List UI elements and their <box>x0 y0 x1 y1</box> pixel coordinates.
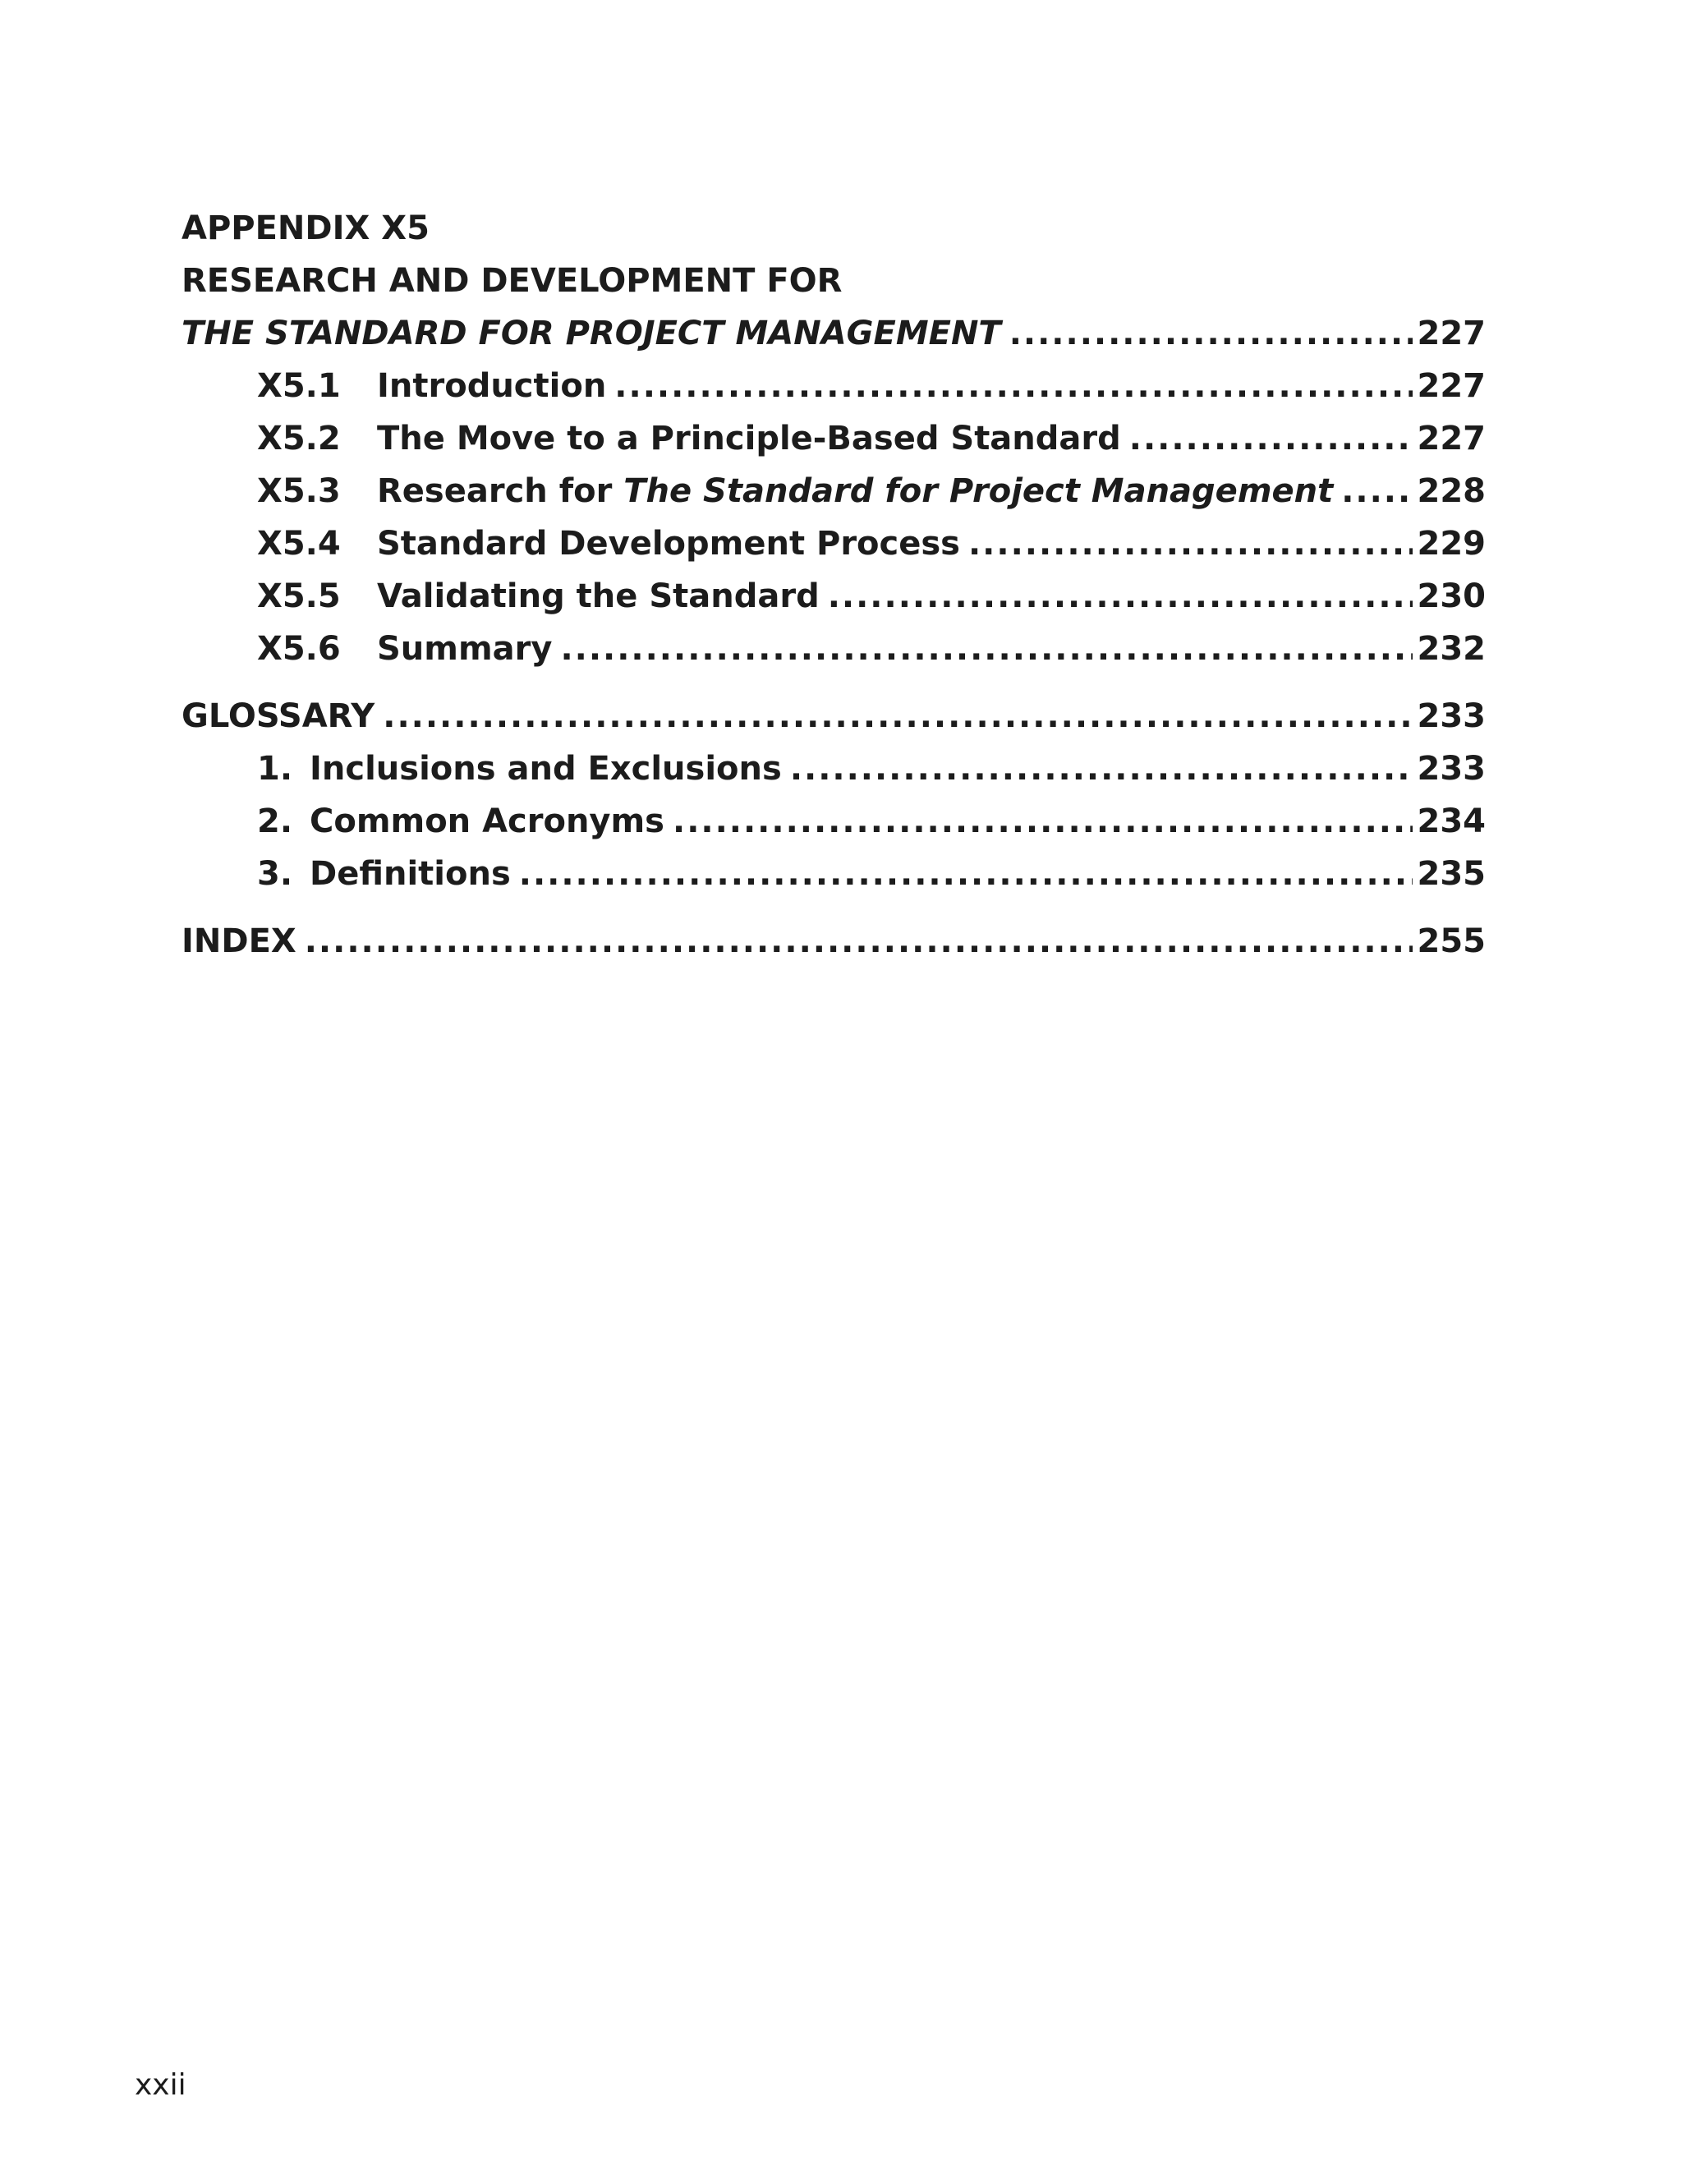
section-number: X5.2 <box>257 420 341 457</box>
page-number: 229 <box>1417 525 1486 563</box>
section-title <box>377 465 1333 517</box>
index-title: INDEX <box>182 922 296 960</box>
section-number: X5.6 <box>257 630 341 668</box>
item-number: 2. <box>257 802 293 840</box>
section-title-plain: Research for <box>377 472 624 510</box>
section-title: Introduction <box>377 367 607 405</box>
appendix-label: APPENDIX X5 <box>182 209 430 247</box>
leader-dots <box>305 915 1413 968</box>
leader-dots <box>673 795 1413 848</box>
spacer <box>182 900 1486 915</box>
section-number: X5.1 <box>257 367 341 405</box>
toc-entry-x5-5[interactable] <box>182 570 1486 623</box>
toc-entry-glossary-2[interactable] <box>182 795 1486 848</box>
leader-dots <box>560 623 1412 675</box>
page-number: 227 <box>1417 315 1486 352</box>
section-title: Standard Development Process <box>377 525 960 563</box>
page-number: 232 <box>1417 630 1486 668</box>
toc-entry-x5-1[interactable] <box>182 360 1486 412</box>
section-number: X5.5 <box>257 577 341 615</box>
toc-entry-index[interactable] <box>182 915 1486 968</box>
page-number: 227 <box>1417 367 1486 405</box>
section-title: Summary <box>377 630 553 668</box>
page-number: 233 <box>1417 750 1486 788</box>
page-number: 233 <box>1417 697 1486 735</box>
page-number: 228 <box>1417 472 1486 510</box>
table-of-contents <box>182 202 1486 968</box>
toc-entry-x5-4[interactable] <box>182 517 1486 570</box>
item-title: Definitions <box>310 855 511 893</box>
toc-entry-x5-2[interactable] <box>182 412 1486 465</box>
item-number: 1. <box>257 750 293 788</box>
toc-entry-glossary[interactable] <box>182 690 1486 743</box>
page-number: 255 <box>1417 922 1486 960</box>
leader-dots <box>1129 412 1413 465</box>
appendix-entry[interactable] <box>182 307 1486 360</box>
toc-entry-x5-3[interactable] <box>182 465 1486 517</box>
toc-entry-glossary-1[interactable] <box>182 743 1486 795</box>
section-number: X5.3 <box>257 472 341 510</box>
leader-dots <box>614 360 1412 412</box>
page-number: 227 <box>1417 420 1486 457</box>
appendix-title-line1: RESEARCH AND DEVELOPMENT FOR <box>182 262 843 300</box>
leader-dots <box>1341 465 1412 517</box>
page-number: 234 <box>1417 802 1486 840</box>
leader-dots <box>519 848 1413 900</box>
leader-dots <box>828 570 1413 623</box>
section-number: X5.4 <box>257 525 341 563</box>
toc-entry-x5-6[interactable] <box>182 623 1486 675</box>
section-title-italic: The Standard for Project Management <box>623 472 1334 510</box>
item-title: Inclusions and Exclusions <box>310 750 782 788</box>
item-title: Common Acronyms <box>310 802 664 840</box>
page-number: 235 <box>1417 855 1486 893</box>
leader-dots <box>968 517 1413 570</box>
glossary-title: GLOSSARY <box>182 697 375 735</box>
leader-dots <box>790 743 1413 795</box>
section-title: The Move to a Principle-Based Standard <box>377 420 1121 457</box>
page-number: 230 <box>1417 577 1486 615</box>
section-title: Validating the Standard <box>377 577 820 615</box>
appendix-title-line2: THE STANDARD FOR PROJECT MANAGEMENT <box>182 315 1001 352</box>
toc-entry-glossary-3[interactable] <box>182 848 1486 900</box>
page-folio: xxii <box>135 2068 186 2102</box>
leader-dots <box>383 690 1412 743</box>
spacer <box>182 675 1486 690</box>
leader-dots <box>1009 307 1413 360</box>
item-number: 3. <box>257 855 293 893</box>
